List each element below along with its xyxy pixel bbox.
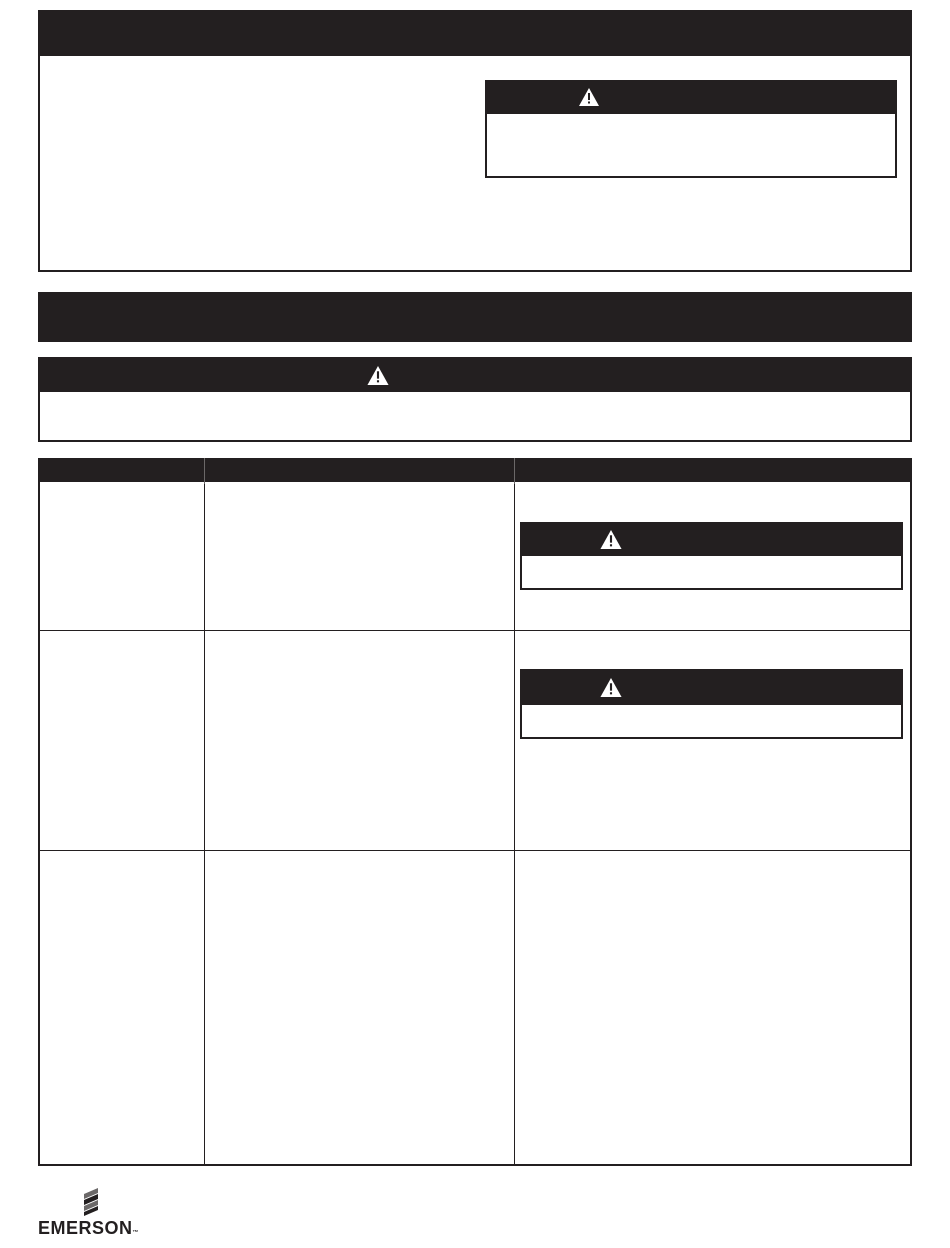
warning-triangle-icon bbox=[367, 366, 389, 385]
table-header-divider-1 bbox=[204, 458, 205, 484]
table-column-divider-1 bbox=[204, 484, 205, 1165]
wide-warning-header bbox=[38, 357, 912, 392]
table-header-divider-2 bbox=[514, 458, 515, 484]
emerson-logo bbox=[38, 1188, 158, 1238]
warning-triangle-icon bbox=[600, 530, 622, 549]
table-header-row bbox=[38, 458, 912, 484]
emerson-wordmark: EMERSON™ bbox=[38, 1218, 140, 1238]
row1-warning-header bbox=[520, 522, 903, 556]
second-section-header bbox=[38, 292, 912, 342]
table-row-divider-1 bbox=[38, 630, 912, 631]
table-column-divider-2 bbox=[514, 484, 515, 1165]
warning-triangle-icon bbox=[600, 678, 622, 697]
table-row-divider-2 bbox=[38, 850, 912, 851]
warning-triangle-icon bbox=[579, 88, 599, 106]
top-section-header bbox=[38, 10, 912, 58]
top-warning-header bbox=[485, 80, 897, 114]
row2-warning-header bbox=[520, 669, 903, 705]
emerson-mark-icon bbox=[80, 1188, 102, 1216]
